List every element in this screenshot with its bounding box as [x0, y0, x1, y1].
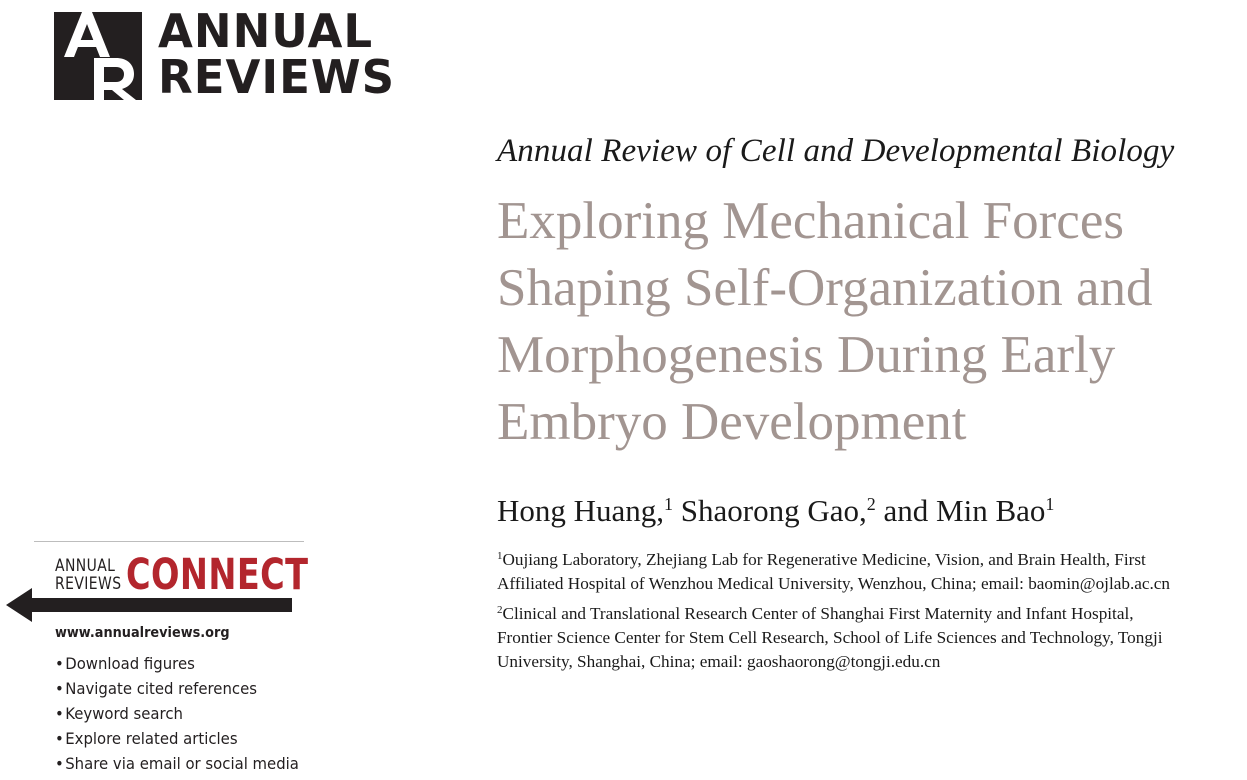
annual-reviews-connect-box	[0, 541, 310, 780]
title-line: Exploring Mechanical Forces	[497, 192, 1124, 250]
bullet-icon: •	[55, 654, 64, 673]
ar-logo-mark	[54, 12, 142, 100]
wordmark-line-reviews: REVIEWS	[158, 50, 396, 104]
feature-label: Keyword search	[65, 704, 183, 723]
affiliations	[497, 548, 1242, 680]
feature-download-figures	[55, 651, 299, 676]
connect-wordmark: CONNECT	[126, 550, 309, 600]
affiliation-line	[497, 602, 1242, 626]
article-title	[497, 188, 1237, 456]
annual-reviews-logo	[54, 4, 399, 104]
affiliation-number: 1	[497, 550, 503, 562]
author-affiliation-mark: 1	[664, 494, 674, 514]
title-line: Embryo Development	[497, 393, 967, 451]
title-line: Morphogenesis During Early	[497, 326, 1116, 384]
bullet-icon: •	[55, 679, 64, 698]
title-line: Shaping Self-Organization and	[497, 259, 1153, 317]
feature-label: Share via email or social media	[65, 754, 299, 773]
affiliation-line: Frontier Science Center for Stem Cell Research, School of Life Sciences and Technology, Tongji	[497, 628, 1163, 647]
journal-name: Annual Review of Cell and Developmental Biology	[497, 133, 1175, 169]
bullet-icon: •	[55, 729, 64, 748]
affiliation-number: 2	[497, 604, 503, 616]
affiliation-1	[497, 548, 1242, 596]
annual-reviews-wordmark	[158, 4, 396, 104]
author-affiliation-mark: 2	[866, 494, 876, 514]
author-name: Hong Huang,	[497, 493, 665, 528]
feature-related-articles	[55, 726, 299, 751]
connect-small-line: REVIEWS	[55, 574, 122, 594]
feature-label: Download figures	[65, 654, 195, 673]
affiliation-text: Clinical and Translational Research Center of Shanghai First Maternity and Infant Hospital,	[502, 604, 1134, 623]
feature-keyword-search	[55, 701, 299, 726]
feature-label: Explore related articles	[65, 729, 238, 748]
bullet-icon: •	[55, 754, 64, 773]
feature-cited-references	[55, 676, 299, 701]
affiliation-text: Oujiang Laboratory, Zhejiang Lab for Regenerative Medicine, Vision, and Brain Health, First	[502, 550, 1146, 569]
feature-label: Navigate cited references	[65, 679, 257, 698]
connect-small-line: ANNUAL	[55, 556, 116, 576]
affiliation-line: University, Shanghai, China; email: gaoshaorong@tongji.edu.cn	[497, 652, 941, 671]
bullet-icon: •	[55, 704, 64, 723]
affiliation-line: Affiliated Hospital of Wenzhou Medical University, Wenzhou, China; email: baomin@ojlab.ac.cn	[497, 574, 1171, 593]
affiliation-2	[497, 602, 1242, 674]
feature-share	[55, 751, 299, 776]
author-list	[497, 493, 1054, 529]
connect-divider	[34, 541, 304, 542]
annualreviews-link[interactable]: www.annualreviews.org	[55, 625, 230, 641]
author-name: Shaorong Gao,	[680, 493, 867, 528]
connect-feature-list	[55, 651, 317, 776]
left-arrow-icon	[6, 588, 296, 622]
wordmark-line-annual: ANNUAL	[158, 4, 374, 58]
affiliation-line	[497, 548, 1242, 572]
author-affiliation-mark: 1	[1045, 494, 1055, 514]
author-name: and Min Bao	[883, 493, 1046, 528]
